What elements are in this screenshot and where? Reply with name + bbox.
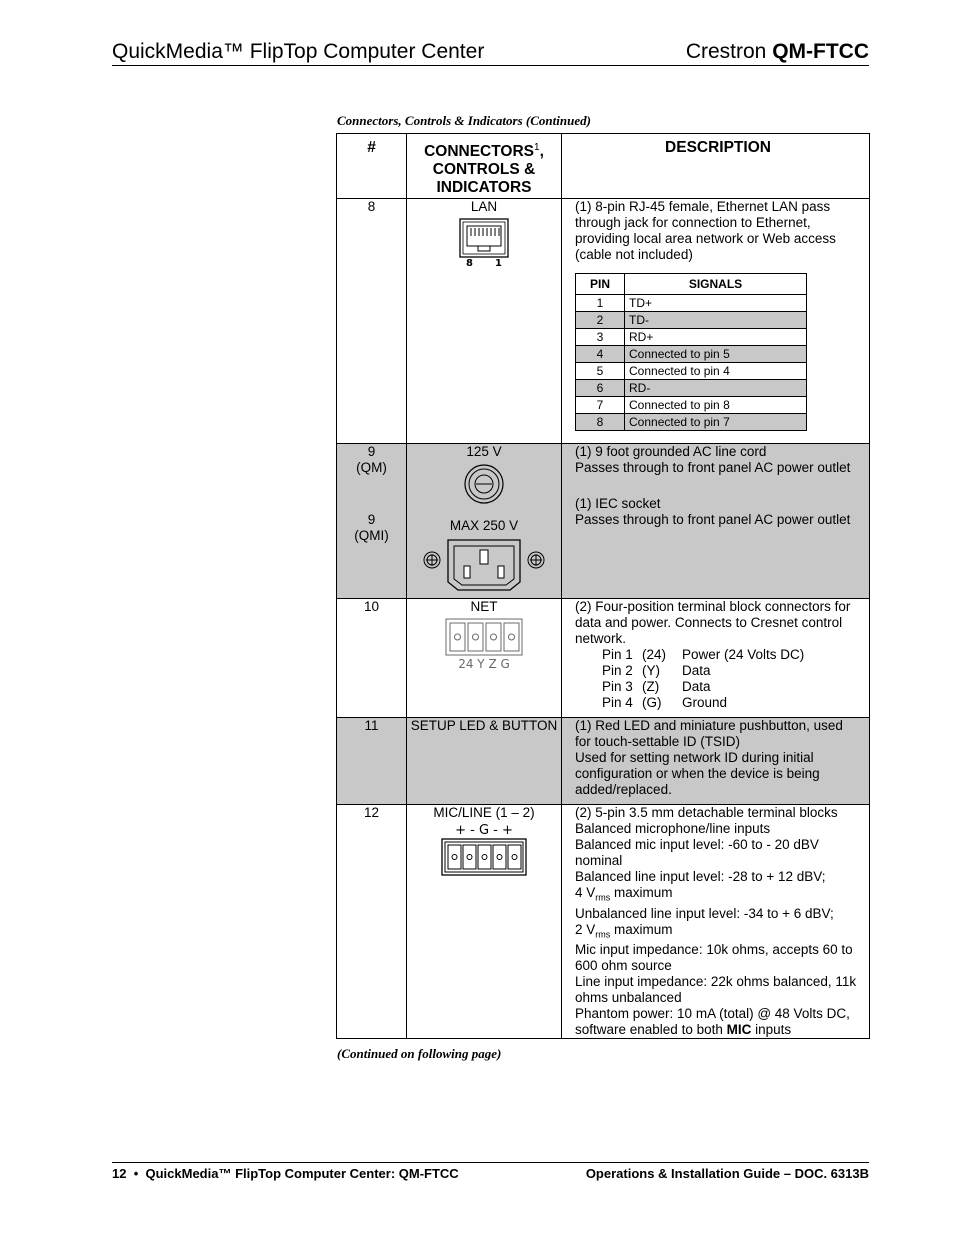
footnote-marker: 1 bbox=[534, 142, 540, 153]
pin-number: 6 bbox=[576, 380, 625, 397]
header-connectors-text: CONNECTORS bbox=[424, 143, 535, 161]
description-cell bbox=[562, 444, 870, 599]
pin-number: 4 bbox=[576, 346, 625, 363]
table-caption: Connectors, Controls & Indicators (Continued) bbox=[337, 113, 591, 128]
pin-code: (Z) bbox=[642, 679, 660, 694]
pin-code: (Y) bbox=[642, 663, 660, 678]
connector-label: SETUP LED & BUTTON bbox=[407, 718, 562, 805]
pin-code: (24) bbox=[642, 647, 667, 662]
header-rule bbox=[112, 65, 869, 66]
pin-number: 8 bbox=[576, 414, 625, 431]
net-terminal-block-icon bbox=[442, 617, 526, 673]
row-num: 8 bbox=[337, 199, 407, 444]
description-cell bbox=[562, 805, 870, 1039]
mic-line-terminal-block-icon bbox=[439, 821, 529, 877]
mic-line-7-sub: rms bbox=[595, 929, 611, 940]
cord-passthrough: Passes through to front panel AC power outlet bbox=[575, 460, 851, 475]
footer-left bbox=[112, 1166, 459, 1181]
description-cell bbox=[562, 199, 870, 444]
iec-description: (1) IEC socket bbox=[575, 496, 661, 511]
pin-number: 2 bbox=[576, 312, 625, 329]
pin-row bbox=[576, 380, 807, 397]
connector-cell bbox=[407, 444, 562, 599]
pin-name: Pin 3 bbox=[602, 679, 633, 694]
cord-description: (1) 9 foot grounded AC line cord bbox=[575, 444, 767, 459]
rj45-pin-8-label: 8 bbox=[466, 258, 473, 269]
rj45-pin-1-label: 1 bbox=[495, 258, 502, 269]
page-number: 12 bbox=[112, 1166, 127, 1181]
table-row bbox=[337, 199, 870, 444]
connector-label: MIC/LINE (1 – 2) bbox=[433, 805, 535, 820]
mic-line-5 bbox=[575, 885, 861, 906]
lan-description: (1) 8-pin RJ-45 female, Ethernet LAN pass through jack for connection to Ethernet, providing local area network or Web access (cable not included) bbox=[575, 199, 836, 262]
pin-desc: Data bbox=[682, 679, 711, 694]
row-num: 11 bbox=[337, 718, 407, 805]
connector-label-125v: 125 V bbox=[466, 444, 502, 459]
mic-line-10 bbox=[575, 1006, 861, 1038]
pin-name: Pin 1 bbox=[602, 647, 633, 662]
connector-label: LAN bbox=[470, 199, 498, 214]
row-num: 12 bbox=[337, 805, 407, 1039]
page-footer bbox=[112, 1162, 869, 1181]
connector-cell bbox=[407, 599, 562, 718]
header-num: # bbox=[337, 134, 407, 199]
pin-name: Pin 4 bbox=[602, 695, 633, 710]
connectors-table bbox=[336, 133, 870, 1039]
table-row bbox=[337, 805, 870, 1039]
header-brand: Crestron bbox=[685, 40, 767, 63]
header-connectors bbox=[407, 134, 562, 199]
mic-line-9: Line input impedance: 22k ohms balanced, 11k ohms unbalanced bbox=[575, 974, 857, 1006]
mic-line-10-c: inputs bbox=[751, 1022, 792, 1038]
pin-signal: Connected to pin 4 bbox=[625, 363, 807, 380]
pin-number: 1 bbox=[576, 295, 625, 312]
pin-row bbox=[576, 414, 807, 431]
pin-number: 7 bbox=[576, 397, 625, 414]
pin-signal: TD- bbox=[625, 312, 807, 329]
row-sub-qmi: (QMI) bbox=[354, 528, 389, 543]
pin-signal: TD+ bbox=[625, 295, 807, 312]
mic-line-10-bold: MIC bbox=[726, 1022, 752, 1038]
mic-line-8: Mic input impedance: 10k ohms, accepts 60 to 600 ohm source bbox=[575, 942, 853, 974]
mic-line-5-sub: rms bbox=[595, 892, 611, 903]
row-sub-qm: (QM) bbox=[356, 460, 387, 475]
description-cell bbox=[562, 718, 870, 805]
connector-label-250v: MAX 250 V bbox=[449, 518, 519, 533]
pin-row bbox=[576, 312, 807, 329]
pin-table-header bbox=[576, 274, 807, 295]
mic-line-10-a: Phantom power: 10 mA (total) @ 48 Volts DC, software enabled to both bbox=[575, 1006, 850, 1038]
pin-desc: Power (24 Volts DC) bbox=[682, 647, 805, 662]
mic-line-6: Unbalanced line input level: -34 to + 6 dBV; bbox=[575, 905, 834, 921]
continued-note: (Continued on following page) bbox=[337, 1046, 502, 1061]
setup-led-usage: Used for setting network ID during initial configuration or when the device is being added/replaced. bbox=[575, 750, 820, 797]
connector-cell bbox=[407, 199, 562, 444]
pin-signal: Connected to pin 7 bbox=[625, 414, 807, 431]
pin-row bbox=[576, 295, 807, 312]
mic-line-7-a: 2 V bbox=[575, 921, 596, 937]
pin-number: 3 bbox=[576, 329, 625, 346]
page-header-model bbox=[686, 40, 869, 64]
pin-desc: Ground bbox=[682, 695, 728, 710]
header-model: QM-FTCC bbox=[772, 40, 869, 63]
mic-line-7-b: maximum bbox=[610, 921, 673, 937]
pin-name: Pin 2 bbox=[602, 663, 633, 678]
header-description: DESCRIPTION bbox=[562, 134, 870, 199]
pin-signal: Connected to pin 5 bbox=[625, 346, 807, 363]
net-pin-row bbox=[602, 679, 861, 695]
pin-signal: Connected to pin 8 bbox=[625, 397, 807, 414]
row-num: 10 bbox=[337, 599, 407, 718]
connector-cell bbox=[407, 805, 562, 1039]
pin-header: PIN bbox=[576, 274, 625, 295]
pin-row bbox=[576, 397, 807, 414]
mic-pin-labels: + - G - + bbox=[455, 823, 513, 838]
table-header-row bbox=[337, 134, 870, 199]
footer-right: Operations & Installation Guide – DOC. 6313B bbox=[585, 1166, 869, 1181]
net-pin-row bbox=[602, 647, 861, 663]
table-row bbox=[337, 444, 870, 599]
mic-line-2: Balanced microphone/line inputs bbox=[575, 821, 771, 836]
net-description: (2) Four-position terminal block connectors for data and power. Connects to Cresnet control network. bbox=[575, 599, 851, 646]
footer-doc-title: QuickMedia™ FlipTop Computer Center: QM-FTCC bbox=[145, 1166, 459, 1181]
pin-desc: Data bbox=[682, 663, 711, 678]
page-header-title: QuickMedia™ FlipTop Computer Center bbox=[112, 40, 485, 63]
ac-cord-strain-relief-icon bbox=[462, 462, 506, 506]
pin-row bbox=[576, 346, 807, 363]
pin-row bbox=[576, 363, 807, 380]
signals-header: SIGNALS bbox=[625, 274, 807, 295]
header-controls-text: , CONTROLS & INDICATORS bbox=[432, 143, 544, 197]
footer-bullet: • bbox=[133, 1166, 139, 1181]
connector-label: NET bbox=[470, 599, 498, 614]
row-num-qm: 9 bbox=[367, 444, 376, 459]
net-pin-row bbox=[602, 663, 861, 679]
mic-line-1: (2) 5-pin 3.5 mm detachable terminal blocks bbox=[575, 805, 838, 820]
setup-led-description: (1) Red LED and miniature pushbutton, used for touch-settable ID (TSID) bbox=[575, 718, 843, 749]
pin-signal: RD- bbox=[625, 380, 807, 397]
description-cell bbox=[562, 599, 870, 718]
mic-line-5-a: 4 V bbox=[575, 885, 596, 900]
lan-pin-table bbox=[575, 273, 807, 431]
row-num bbox=[337, 444, 407, 599]
net-pin-list bbox=[575, 647, 861, 711]
mic-line-3: Balanced mic input level: -60 to - 20 dBV nominal bbox=[575, 837, 819, 868]
pin-row bbox=[576, 329, 807, 346]
pin-number: 5 bbox=[576, 363, 625, 380]
net-pin-row bbox=[602, 695, 861, 711]
iec-socket-icon bbox=[422, 534, 546, 594]
rj45-jack-icon bbox=[454, 217, 514, 269]
pin-signal: RD+ bbox=[625, 329, 807, 346]
mic-line-7 bbox=[575, 922, 861, 943]
pin-code: (G) bbox=[642, 695, 662, 710]
table-row bbox=[337, 718, 870, 805]
net-pin-labels: 24 Y Z G bbox=[458, 657, 510, 671]
mic-line-5-b: maximum bbox=[610, 885, 673, 900]
table-row bbox=[337, 599, 870, 718]
iec-passthrough: Passes through to front panel AC power outlet bbox=[575, 512, 851, 527]
mic-line-4: Balanced line input level: -28 to + 12 dBV; bbox=[575, 869, 826, 884]
row-num-qmi: 9 bbox=[367, 512, 376, 527]
